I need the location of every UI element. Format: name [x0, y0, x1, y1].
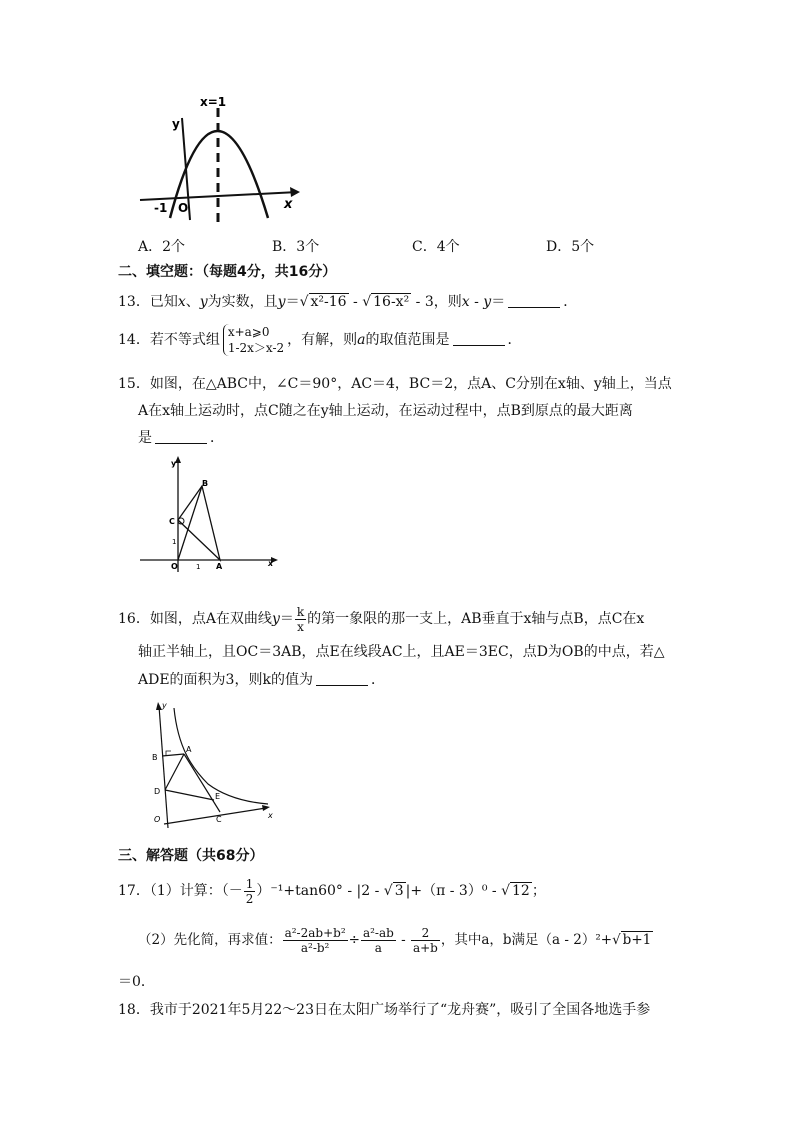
figure-hyperbola: [148, 698, 278, 832]
question-16-line-2: 轴正半轴上，且OC＝3AB，点E在线段AC上，且AE＝3EC，点D为OB的中点，若△: [138, 644, 665, 660]
label-y: y: [171, 459, 177, 468]
answer-blank: [155, 431, 207, 444]
label-x: x: [284, 197, 293, 212]
y-axis: [159, 706, 168, 828]
label-x: x: [268, 811, 273, 820]
denominator: 2: [245, 891, 254, 906]
section-3-heading: 三、解答题（共68分）: [118, 848, 264, 864]
x-axis-arrow: [290, 187, 300, 197]
answer-blank: [508, 295, 560, 308]
inequality-2: 1-2x＞x-2: [227, 341, 285, 355]
q13-text: ＝: [285, 294, 300, 310]
q14-var: a: [357, 332, 366, 348]
q17-text: ）⁻¹+tan60° - |2 -: [256, 883, 384, 899]
answer-blank: [453, 333, 505, 346]
q14-text: ．: [507, 332, 522, 348]
q14-number: 14．: [118, 332, 150, 348]
q13-text: - 3，则: [411, 294, 462, 310]
label-c: C: [169, 517, 175, 526]
denominator: a²-b²: [300, 941, 330, 955]
option-a: A．2个: [138, 239, 186, 255]
label-a: A: [216, 562, 223, 571]
label-y: y: [172, 117, 180, 131]
label-origin: O: [178, 201, 189, 215]
label-x: x: [268, 559, 274, 568]
minus-sign: -: [396, 932, 410, 948]
numerator: k: [296, 604, 305, 619]
q14-text: ，有解，则: [287, 332, 358, 348]
figure-triangle-abc: [138, 454, 280, 574]
x-axis: [164, 808, 266, 824]
question-18-line-1: 18．我市于2021年5月22～23日在太阳广场举行了“龙舟赛”，吸引了全国各地选手参: [118, 1002, 651, 1018]
answer-blank: [316, 673, 368, 686]
question-17-part-1: 17．（1）计算：（－ $\frac{1}{2}$ ）⁻¹+tan60° - |2 - √ 3 |+（π - 3）⁰ - √ 12 ；: [118, 876, 546, 906]
label-e: E: [215, 792, 221, 801]
question-17-part-2-end: ＝0．: [118, 974, 155, 990]
q15-text: ．: [210, 430, 224, 446]
q13-text: ＝: [491, 294, 506, 310]
label-o: O: [171, 562, 178, 571]
fraction-3: [411, 926, 440, 955]
hyperbola-curve: [174, 708, 268, 804]
q13-number: 13．: [118, 294, 150, 310]
label-1-x: 1: [196, 563, 201, 571]
fraction-1: [283, 926, 348, 955]
question-13: 13．已知x、y为实数，且y＝√ x²-16 - √ 16-x² - 3，则x - y＝ ．: [118, 294, 578, 310]
q13-var: x: [177, 294, 186, 310]
denominator: a+b: [412, 941, 438, 955]
q17-text: ；: [531, 883, 546, 899]
q16-text: 的第一象限的那一支上，AB垂直于x轴与点B，点C在x: [307, 611, 645, 627]
question-15-line-1: 15．如图，在△ABC中，∠C＝90°，AC＝4，BC＝2，点A、C分别在x轴、y轴上，当点: [118, 376, 672, 392]
q13-text: 、: [185, 294, 200, 310]
option-c: C．4个: [412, 239, 460, 255]
q13-radicand: 16-x²: [373, 294, 410, 310]
q13-var: y: [199, 294, 208, 310]
q17-text: ，其中a，b满足（a - 2）²+: [440, 932, 613, 948]
figure-parabola: [130, 90, 310, 225]
label-b: B: [202, 479, 209, 488]
question-16-line-3: [138, 670, 385, 690]
option-b: B．3个: [272, 239, 320, 255]
label-x-eq-1: x=1: [200, 95, 227, 109]
numerator: 1: [245, 876, 254, 891]
label-a: A: [186, 745, 192, 754]
q13-text: 为实数，且: [207, 294, 278, 310]
section-2-heading: 二、填空题：（每题4分，共16分）: [118, 264, 337, 280]
q16-text: ．: [370, 672, 385, 688]
divide-sign: ÷: [348, 932, 360, 948]
question-15-line-2: A在x轴上运动时，点C随之在y轴上运动，在运动过程中，点B到原点的最大距离: [138, 403, 633, 419]
radicand: b+1: [622, 932, 652, 948]
q14-text: 若不等式组: [149, 332, 220, 348]
q16-text: 16．如图，点A在双曲线: [118, 611, 272, 627]
inequality-system: [223, 324, 284, 356]
segment-ac: [184, 754, 220, 812]
q13-radicand: x²-16: [310, 294, 347, 310]
numerator: a²-ab: [362, 926, 394, 940]
q15-text: 是: [138, 430, 152, 446]
q13-text: -: [469, 294, 484, 310]
q16-text: ADE的面积为3，则k的值为: [138, 672, 313, 688]
label-neg-1: -1: [154, 201, 168, 215]
radicand: 3: [394, 883, 404, 899]
q13-text: 已知: [149, 294, 178, 310]
option-d: D．5个: [546, 239, 595, 255]
q17-text: 17．（1）计算：（－: [118, 883, 243, 899]
radicand: 12: [512, 883, 530, 899]
question-16-line-1: [118, 602, 644, 636]
q13-text: ．: [563, 294, 578, 310]
label-c: C: [216, 815, 222, 824]
label-o: O: [154, 815, 161, 824]
q13-var: x: [461, 294, 470, 310]
q14-text: 的取值范围是: [365, 332, 450, 348]
label-1-y: 1: [172, 538, 177, 546]
q13-var: y: [277, 294, 286, 310]
numerator: 2: [411, 926, 440, 941]
label-d: D: [154, 787, 161, 796]
segment-ab: [162, 754, 184, 756]
question-14: [118, 322, 522, 358]
fraction-half: [244, 877, 256, 906]
q13-var: y: [483, 294, 492, 310]
inequality-1: x+a⩾0: [227, 325, 270, 339]
denominator: a: [374, 941, 382, 955]
fraction-2: [361, 926, 396, 955]
denominator: x: [297, 619, 304, 634]
question-17-part-2: （2）先化简，再求值： $\frac{\text{a²-2ab+b²}}{\text{a²-b²}}$ ÷ $\frac{\text{a²-ab}}{a}$ - $\frac{2}{a+b}$ ，其中a，b满足（a - 2）²+√ b+1: [138, 926, 652, 955]
label-y: y: [162, 701, 167, 710]
question-15-line-3: [138, 428, 224, 448]
label-b: B: [152, 753, 158, 762]
q17-text: （2）先化简，再求值：: [138, 932, 282, 948]
q13-text: -: [348, 294, 363, 310]
q16-text: ＝: [279, 611, 294, 627]
numerator: a²-2ab+b²: [284, 926, 346, 940]
q17-text: |+（π - 3）⁰ -: [405, 883, 502, 899]
q16-var: y: [271, 611, 280, 627]
fraction-k-over-x: [295, 605, 306, 634]
segment-ad: [165, 754, 184, 790]
